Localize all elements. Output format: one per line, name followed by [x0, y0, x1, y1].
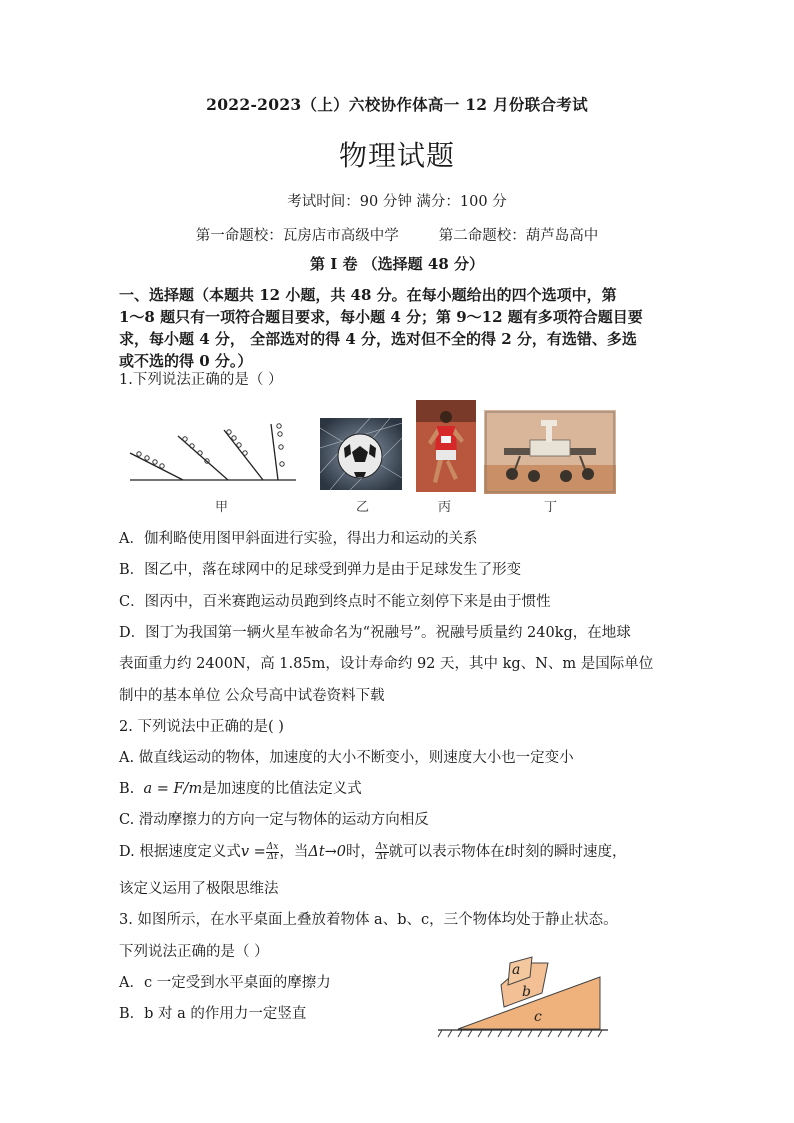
- question-3-stem-line2: 下列说法正确的是（ ）: [119, 944, 269, 960]
- velocity-symbol: v =: [240, 844, 266, 860]
- fraction-denominator-2: Δt: [376, 851, 387, 862]
- section-instructions: [119, 284, 689, 372]
- option-d-part4: 就可以表示物体在: [388, 844, 505, 860]
- block-label-a: a: [512, 962, 521, 978]
- velocity-fraction-2: [375, 843, 389, 862]
- option-d-part2: ，当: [279, 844, 309, 860]
- figure-label-ding: 丁: [544, 500, 558, 515]
- proposing-schools: [0, 224, 794, 245]
- figure-label-bing: 丙: [438, 500, 452, 515]
- exam-time-info: 考试时间：90 分钟 满分：100 分: [287, 194, 507, 210]
- question-2-option-a: A. 做直线运动的物体，加速度的大小不断变小，则速度大小也一定变小: [119, 750, 574, 766]
- school-1: 第一命题校：瓦房店市高级中学: [195, 228, 399, 244]
- option-d-part1: D. 根据速度定义式: [119, 844, 241, 860]
- option-b-prefix: B.: [119, 781, 144, 797]
- exam-title: 2022-2023（上）六校协作体高一 12 月份联合考试: [206, 95, 588, 114]
- fraction-numerator-2: Δx: [376, 841, 388, 852]
- figure-label-yi: 乙: [356, 500, 370, 515]
- question-1-option-a: A．伽利略使用图甲斜面进行实验，得出力和运动的关系: [119, 531, 478, 547]
- question-1-option-d-line2: 表面重力约 2400N，高 1.85m，设计寿命约 92 天，其中 kg、N、m 是国际单位: [119, 656, 654, 672]
- question-3-option-b: B．b 对 a 的作用力一定竖直: [119, 1006, 307, 1022]
- question-2-option-b: [119, 777, 362, 798]
- limit-condition: Δt→0: [308, 844, 347, 860]
- question-2-option-d-line2: 该定义运用了极限思维法: [119, 881, 279, 897]
- option-b-suffix: 是加速度的比值法定义式: [202, 781, 362, 797]
- school-2: 第二命题校：葫芦岛高中: [438, 228, 599, 244]
- question-1-option-d-line3: 制中的基本单位 公众号高中试卷资料下载: [119, 688, 385, 704]
- section-line-1: 一、选择题（本题共 12 小题，共 48 分。在每小题给出的四个选项中，第: [119, 286, 617, 304]
- question-1-option-c: C．图丙中，百米赛跑运动员跑到终点时不能立刻停下来是由于惯性: [119, 594, 551, 610]
- subject-title: 物理试题: [338, 139, 455, 172]
- question-2-option-c: C. 滑动摩擦力的方向一定与物体的运动方向相反: [119, 812, 429, 828]
- acceleration-formula: a = F/m: [143, 781, 203, 797]
- fraction-denominator: Δt: [267, 851, 278, 862]
- question-1-stem: 1.下列说法正确的是（ ）: [119, 372, 283, 388]
- question-2-option-d: [119, 840, 626, 862]
- question-1-option-b: B．图乙中，落在球网中的足球受到弹力是由于足球发生了形变: [119, 562, 522, 578]
- question-1-option-d-line1: D．图丁为我国第一辆火星车被命名为“祝融号”。祝融号质量约 240kg，在地球: [119, 625, 631, 641]
- section-line-4: 或不选的得 0 分。）: [119, 352, 253, 370]
- block-label-c: c: [534, 1009, 542, 1025]
- block-label-b: b: [522, 984, 531, 1000]
- figure-bing-sprinter-image: [416, 400, 476, 492]
- fraction-numerator: Δx: [266, 841, 279, 852]
- figure-yi-soccer-ball-image: [320, 418, 402, 490]
- part-title: 第 I 卷 （选择题 48 分）: [309, 255, 484, 273]
- section-line-3: 求，每小题 4 分， 全部选对的得 4 分，选对但不全的得 2 分，有选错、多选: [119, 330, 637, 348]
- option-d-part5: 时刻的瞬时速度，: [510, 844, 627, 860]
- question-2-stem: 2. 下列说法中正确的是( ): [119, 719, 284, 735]
- figure-label-jia: 甲: [215, 500, 229, 515]
- figure-jia-inclines: [128, 420, 298, 485]
- figure-ding-mars-rover-image: [484, 410, 616, 494]
- question-3-option-a: A．c 一定受到水平桌面的摩擦力: [119, 975, 331, 991]
- option-d-part3: 时，: [346, 844, 376, 860]
- section-line-2: 1～8 题只有一项符合题目要求，每小题 4 分；第 9～12 题有多项符合题目要: [119, 308, 643, 326]
- question-3-stem-line1: 3. 如图所示，在水平桌面上叠放着物体 a、b、c，三个物体均处于静止状态。: [119, 912, 618, 928]
- time-symbol: t: [504, 844, 511, 860]
- velocity-fraction: [266, 843, 280, 862]
